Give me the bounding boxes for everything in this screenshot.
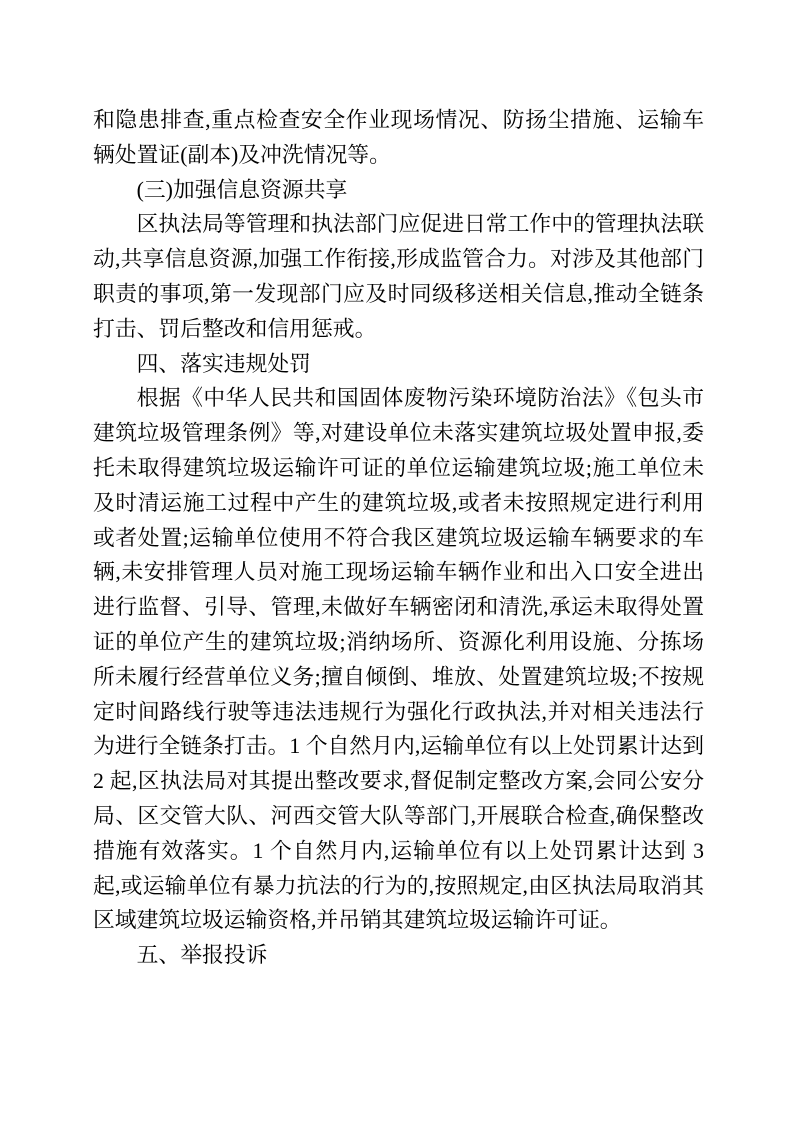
- section-heading-4: 四、落实违规处罚: [136, 351, 311, 376]
- sub-heading-3: (三)加强信息资源共享: [136, 177, 348, 202]
- paragraph-continued: 和隐患排查,重点检查安全作业现场情况、防扬尘措施、运输车辆处置证(副本)及冲洗情况等。: [93, 108, 704, 167]
- paragraph-info-sharing: 区执法局等管理和执法部门应促进日常工作中的管理执法联动,共享信息资源,加强工作衔接,形成监管合力。对涉及其他部门职责的事项,第一发现部门应及时同级移送相关信息,推动全链条打击、罚后整改和信用惩戒。: [93, 212, 704, 341]
- section-heading-5: 五、举报投诉: [136, 943, 268, 968]
- paragraph-violation-penalties: 根据《中华人民共和国固体废物污染环境防治法》《包头市建筑垃圾管理条例》等,对建设单位未落实建筑垃圾处置申报,委托未取得建筑垃圾运输许可证的单位运输建筑垃圾;施工单位未及时清运施工过程中产生的建筑垃圾,或者未按照规定进行利用或者处置;运输单位使用不符合我区建筑垃圾运输车辆要求的车辆,未安排管理人员对施工现场运输车辆作业和出入口安全进出进行监督、引导、管理,未做好车辆密闭和清洗,承运未取得处置证的单位产生的建筑垃圾;消纳场所、资源化利用设施、分拣场所未履行经营单位义务;擅自倾倒、堆放、处置建筑垃圾;不按规定时间路线行驶等违法违规行为强化行政执法,并对相关违法行为进行全链条打击。1 个自然月内,运输单位有以上处罚累计达到 2 起,区执法局对其提出整改要求,督促制定整改方案,会同公安分局、区交管大队、河西交管大队等部门,开展联合检查,确保整改措施有效落实。1 个自然月内,运输单位有以上处罚累计达到 3 起,或运输单位有暴力抗法的行为的,按照规定,由区执法局取消其区域建筑垃圾运输资格,并吊销其建筑垃圾运输许可证。: [93, 386, 704, 933]
